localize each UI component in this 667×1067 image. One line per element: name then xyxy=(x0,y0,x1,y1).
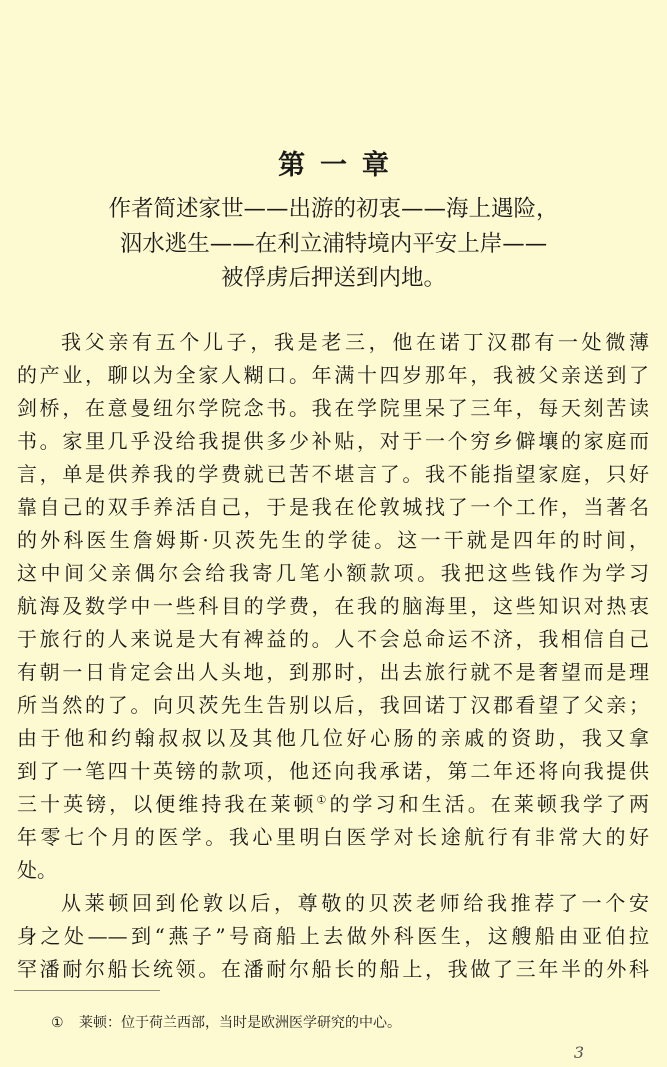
body-line: 剑桥，在意曼纽尔学院念书。我在学院里呆了三年，每天刻苦读 xyxy=(17,396,649,420)
body-line: 这中间父亲偶尔会给我寄几笔小额款项。我把这些钱作为学习 xyxy=(17,561,649,585)
body-line: 到了一笔四十英镑的款项，他还向我承诺，第二年还将向我提供 xyxy=(17,759,649,783)
body-line: 从莱顿回到伦敦以后，尊敬的贝茨老师给我推荐了一个安 xyxy=(61,891,649,915)
body-line: 年零七个月的医学。我心里明白医学对长途航行有非常大的好 xyxy=(17,825,649,849)
body-line: 的产业，聊以为全家人糊口。年满十四岁那年，我被父亲送到了 xyxy=(17,363,649,387)
body-line: 处。 xyxy=(17,858,57,882)
body-line: 有朝一日肯定会出人头地，到那时，出去旅行就不是奢望而是理 xyxy=(17,660,649,684)
chapter-subtitle-line-2: 泅水逃生——在利立浦特境内平安上岸—— xyxy=(119,231,548,257)
body-line-with-footnote xyxy=(17,788,649,820)
body-line: 的外科医生詹姆斯·贝茨先生的学徒。这一干就是四年的时间， xyxy=(17,528,649,552)
body-line: 言，单是供养我的学费就已苦不堪言了。我不能指望家庭，只好 xyxy=(17,462,649,486)
chapter-title: 第一章 xyxy=(278,150,404,181)
page-number: 3 xyxy=(573,1043,584,1062)
chapter-subtitle-line-1: 作者简述家世——出游的初衷——海上遇险， xyxy=(108,196,559,222)
body-line: 我父亲有五个儿子，我是老三，他在诺丁汉郡有一处微薄 xyxy=(61,330,649,354)
body-line: 靠自己的双手养活自己，于是我在伦敦城找了一个工作，当著名 xyxy=(17,495,649,519)
footnote xyxy=(51,1011,401,1035)
footnote-rule xyxy=(14,990,160,991)
footnote-number: ① xyxy=(51,1015,64,1031)
body-line: 于旅行的人来说是大有裨益的。人不会总命运不济，我相信自己 xyxy=(17,627,649,651)
body-line: 所当然的了。向贝茨先生告别以后，我回诺丁汉郡看望了父亲； xyxy=(17,693,649,717)
body-line: 罕潘耐尔船长统领。在潘耐尔船长的船上，我做了三年半的外科 xyxy=(17,957,649,981)
body-line-part: 的学习和生活。在莱顿我学了两 xyxy=(329,792,649,816)
body-line-part: 三十英镑，以便维持我在莱顿 xyxy=(17,792,317,816)
chapter-subtitle-line-3: 被俘虏后押送到内地。 xyxy=(220,265,446,291)
body-line: 航海及数学中一些科目的学费，在我的脑海里，这些知识对热衷 xyxy=(17,594,649,618)
body-line: 书。家里几乎没给我提供多少补贴，对于一个穷乡僻壤的家庭而 xyxy=(17,429,649,453)
body-line: 由于他和约翰叔叔以及其他几位好心肠的亲戚的资助，我又拿 xyxy=(17,726,649,750)
body-line: 身之处——到“燕子”号商船上去做外科医生，这艘船由亚伯拉 xyxy=(17,924,649,948)
footnote-text: 莱顿：位于荷兰西部，当时是欧洲医学研究的中心。 xyxy=(79,1015,401,1031)
footnote-marker[interactable]: ① xyxy=(316,793,330,807)
